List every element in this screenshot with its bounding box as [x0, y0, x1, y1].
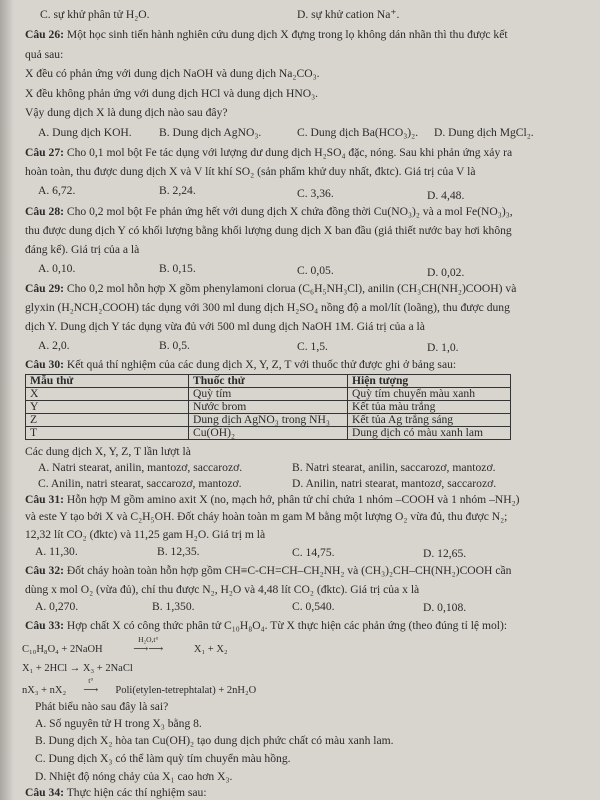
page-edge-shadow	[0, 0, 14, 800]
table-cell: Dung dịch có màu xanh lam	[348, 427, 511, 440]
q27-label: Câu 27:	[25, 146, 64, 159]
q30-option-d: D. Anilin, natri stearat, mantozơ, saccarozơ.	[292, 477, 497, 490]
q27-text: Cho 0,1 mol bột Fe tác dụng với lượng dư dung dịch H₂SO₄ đặc, nóng. Sau khi phản ứng xảy ra	[66, 146, 513, 159]
q27-option-c: C. 3,36.	[297, 187, 334, 200]
equation-2-left: X₁ + 2HCl	[22, 663, 68, 674]
equation-1	[22, 635, 228, 656]
table-cell: Cu(OH)₂	[189, 427, 348, 440]
q31-line-3: 12,32 lít CO₂ (đktc) và 11,25 gam H₂O. Giá trị m là	[25, 528, 266, 541]
equation-3-right: Poli(etylen-tetrephtalat) + 2nH₂O	[115, 685, 257, 696]
q32-line-2: dùng x mol O₂ (vừa đủ), chỉ thu được N₂, H₂O và 4,48 lít CO₂ (đktc). Giá trị của x là	[25, 583, 420, 596]
q26-line-4: X đều không phản ứng với dung dịch HCl và dung dịch HNO₃.	[25, 87, 319, 100]
q27-line-2: hoàn toàn, thu được dung dịch X và V lít khí SO₂ (sản phẩm khử duy nhất, đktc). Giá trị của V là	[25, 165, 476, 178]
equation-3	[22, 676, 257, 697]
q32-option-d: D. 0,108.	[423, 601, 467, 614]
table-cell: Kết tủa Ag trắng sáng	[348, 414, 511, 427]
q34-text: Thực hiện các thí nghiệm sau:	[66, 786, 207, 799]
q31-label: Câu 31:	[25, 493, 64, 506]
q26-line-2: quả sau:	[25, 48, 64, 61]
table-cell: Quỳ tím chuyển màu xanh	[348, 388, 511, 401]
equation-2	[22, 662, 133, 675]
q28-option-a: A. 0,10.	[38, 262, 76, 275]
q26-line-1	[25, 28, 508, 41]
table-header: Thuốc thử	[189, 375, 348, 388]
reaction-arrow-icon: →	[69, 663, 81, 674]
equation-3-condition: t°	[88, 676, 94, 685]
q28-line-3: đáng kể). Giá trị của a là	[25, 243, 140, 256]
equation-3-left: nX₃ + nX₂	[22, 685, 67, 696]
q32-option-c: C. 0,540.	[292, 600, 335, 613]
q33-option-d: D. Nhiệt độ nóng chảy của X₁ cao hơn X₃.	[35, 770, 233, 783]
q33-option-c: C. Dung dịch X₃ có thể làm quỳ tím chuyển màu hồng.	[35, 752, 291, 765]
q28-option-c: C. 0,05.	[297, 264, 334, 277]
q31-option-b: B. 12,35.	[157, 545, 200, 558]
q28-option-d: D. 0,02.	[427, 266, 465, 279]
table-cell: Kết tủa màu trắng	[348, 401, 511, 414]
q29-line-2: glyxin (H₂NCH₂COOH) tác dụng với 300 ml dung dịch H₂SO₄ nồng độ a mol/lít (loãng), thu được dung	[25, 301, 510, 314]
q31-line-1	[25, 493, 520, 506]
q31-option-c: C. 14,75.	[292, 546, 335, 559]
q33-question: Phát biểu nào sau đây là sai?	[35, 700, 169, 713]
q28-line-1	[25, 205, 513, 218]
q30-line-1	[25, 358, 456, 371]
q30-text: Kết quả thí nghiệm của các dung dịch X, Y, Z, T với thuốc thử được ghi ở bảng sau:	[66, 358, 457, 371]
q28-label: Câu 28:	[25, 205, 64, 218]
equation-1-condition: H₂O,t°	[138, 635, 159, 644]
q34-line-1	[25, 786, 207, 799]
q33-label: Câu 33:	[25, 619, 64, 632]
q30-after-text: Các dung dịch X, Y, Z, T lần lượt là	[25, 445, 191, 458]
reaction-arrow-icon: H₂O,t° ⟶⟶	[105, 643, 191, 656]
q26-label: Câu 26:	[25, 28, 64, 41]
table-row	[26, 414, 511, 427]
q29-label: Câu 29:	[25, 282, 64, 295]
q29-option-d: D. 1,0.	[427, 341, 459, 354]
q30-option-a: A. Natri stearat, anilin, mantozơ, saccarozơ.	[38, 461, 243, 474]
table-row	[26, 388, 511, 401]
q30-results-table	[25, 374, 511, 440]
table-cell: X	[26, 388, 189, 401]
q29-option-b: B. 0,5.	[159, 339, 190, 352]
q33-text: Hợp chất X có công thức phân tử C₁₀H₈O₄. Từ X thực hiện các phản ứng (theo đúng tỉ lệ mol):	[66, 619, 508, 632]
q28-line-2: thu được dung dịch Y có khối lượng bằng khối lượng dung dịch X ban đầu (giả thiết nước bay hơi không	[25, 224, 512, 237]
equation-1-right: X₁ + X₂	[193, 644, 228, 655]
q34-label: Câu 34:	[25, 786, 64, 799]
q30-label: Câu 30:	[25, 358, 64, 371]
q29-option-c: C. 1,5.	[297, 340, 328, 353]
q29-text: Cho 0,2 mol hỗn hợp X gồm phenylamoni clorua (C₆H₅NH₃Cl), anilin (CH₃CH(NH₂)COOH) và	[66, 282, 517, 295]
q29-option-a: A. 2,0.	[38, 339, 70, 352]
q27-option-d: D. 4,48.	[427, 189, 465, 202]
q26-option-a: A. Dung dịch KOH.	[38, 126, 132, 139]
q26-line-5: Vậy dung dịch X là dung dịch nào sau đây?	[25, 106, 228, 119]
q31-option-d: D. 12,65.	[423, 547, 467, 560]
equation-1-left: C₁₀H₈O₄ + 2NaOH	[22, 644, 103, 655]
q26-text: Một học sinh tiến hành nghiên cứu dung dịch X đựng trong lọ không dán nhãn thì thu được kết	[66, 28, 508, 41]
table-header: Mẫu thử	[26, 375, 189, 388]
q27-option-a: A. 6,72.	[38, 184, 76, 197]
q28-text: Cho 0,2 mol bột Fe phản ứng hết với dung dịch X chứa đồng thời Cu(NO₃)₂ và a mol Fe(NO₃)₃,	[66, 205, 513, 218]
table-cell: Z	[26, 414, 189, 427]
q32-line-1	[25, 564, 511, 577]
table-cell: Nước brom	[189, 401, 348, 414]
q32-option-a: A. 0,270.	[35, 600, 79, 613]
q26-line-3: X đều có phản ứng với dung dịch NaOH và dung dịch Na₂CO₃.	[25, 67, 320, 80]
q32-label: Câu 32:	[25, 564, 64, 577]
q31-line-2: và este Y tạo bởi X và C₂H₅OH. Đốt cháy hoàn toàn m gam M bằng một lượng O₂ vừa đủ, thu được N₂;	[25, 510, 508, 523]
q25-option-c: C. sự khử phân tử H₂O.	[40, 8, 150, 21]
table-header: Hiện tượng	[348, 375, 511, 388]
table-header-row	[26, 375, 511, 388]
q32-text: Đốt cháy hoàn toàn hỗn hợp gồm CH≡C-CH=CH–CH₂NH₂ và (CH₃)₂CH–CH(NH₂)COOH cần	[66, 564, 512, 577]
q31-option-a: A. 11,30.	[35, 545, 78, 558]
table-row	[26, 401, 511, 414]
q30-option-b: B. Natri stearat, anilin, saccarozơ, mantozơ.	[292, 461, 496, 474]
table-cell: Y	[26, 401, 189, 414]
q26-option-c: C. Dung dịch Ba(HCO₃)₂.	[297, 126, 419, 139]
q26-option-d: D. Dung dịch MgCl₂.	[434, 126, 534, 139]
q33-line-1	[25, 619, 507, 632]
q33-option-a: A. Số nguyên tử H trong X₃ bằng 8.	[35, 717, 202, 730]
equation-2-right: X₃ + 2NaCl	[82, 663, 133, 674]
q31-text: Hỗn hợp M gồm amino axit X (no, mạch hở, phân tử chỉ chứa 1 nhóm –COOH và 1 nhóm –NH₂)	[66, 493, 520, 506]
q33-option-b: B. Dung dịch X₂ hòa tan Cu(OH)₂ tạo dung dịch phức chất có màu xanh lam.	[35, 734, 394, 747]
table-cell: T	[26, 427, 189, 440]
q29-line-3: dịch Y. Dung dịch Y tác dụng vừa đủ với 500 ml dung dịch NaOH 1M. Giá trị của a là	[25, 320, 425, 333]
table-cell: Dung dịch AgNO₃ trong NH₃	[189, 414, 348, 427]
q28-option-b: B. 0,15.	[159, 262, 196, 275]
q32-option-b: B. 1,350.	[152, 600, 195, 613]
q29-line-1	[25, 282, 516, 295]
q26-option-b: B. Dung dịch AgNO₃.	[159, 126, 262, 139]
table-row	[26, 427, 511, 440]
q27-line-1	[25, 146, 512, 159]
table-cell: Quỳ tím	[189, 388, 348, 401]
reaction-arrow-icon: t° ⟶	[69, 684, 113, 697]
q30-option-c: C. Anilin, natri stearat, saccarozơ, mantozơ.	[38, 477, 242, 490]
q27-option-b: B. 2,24.	[159, 184, 196, 197]
q25-option-d: D. sự khử cation Na⁺.	[297, 8, 400, 21]
